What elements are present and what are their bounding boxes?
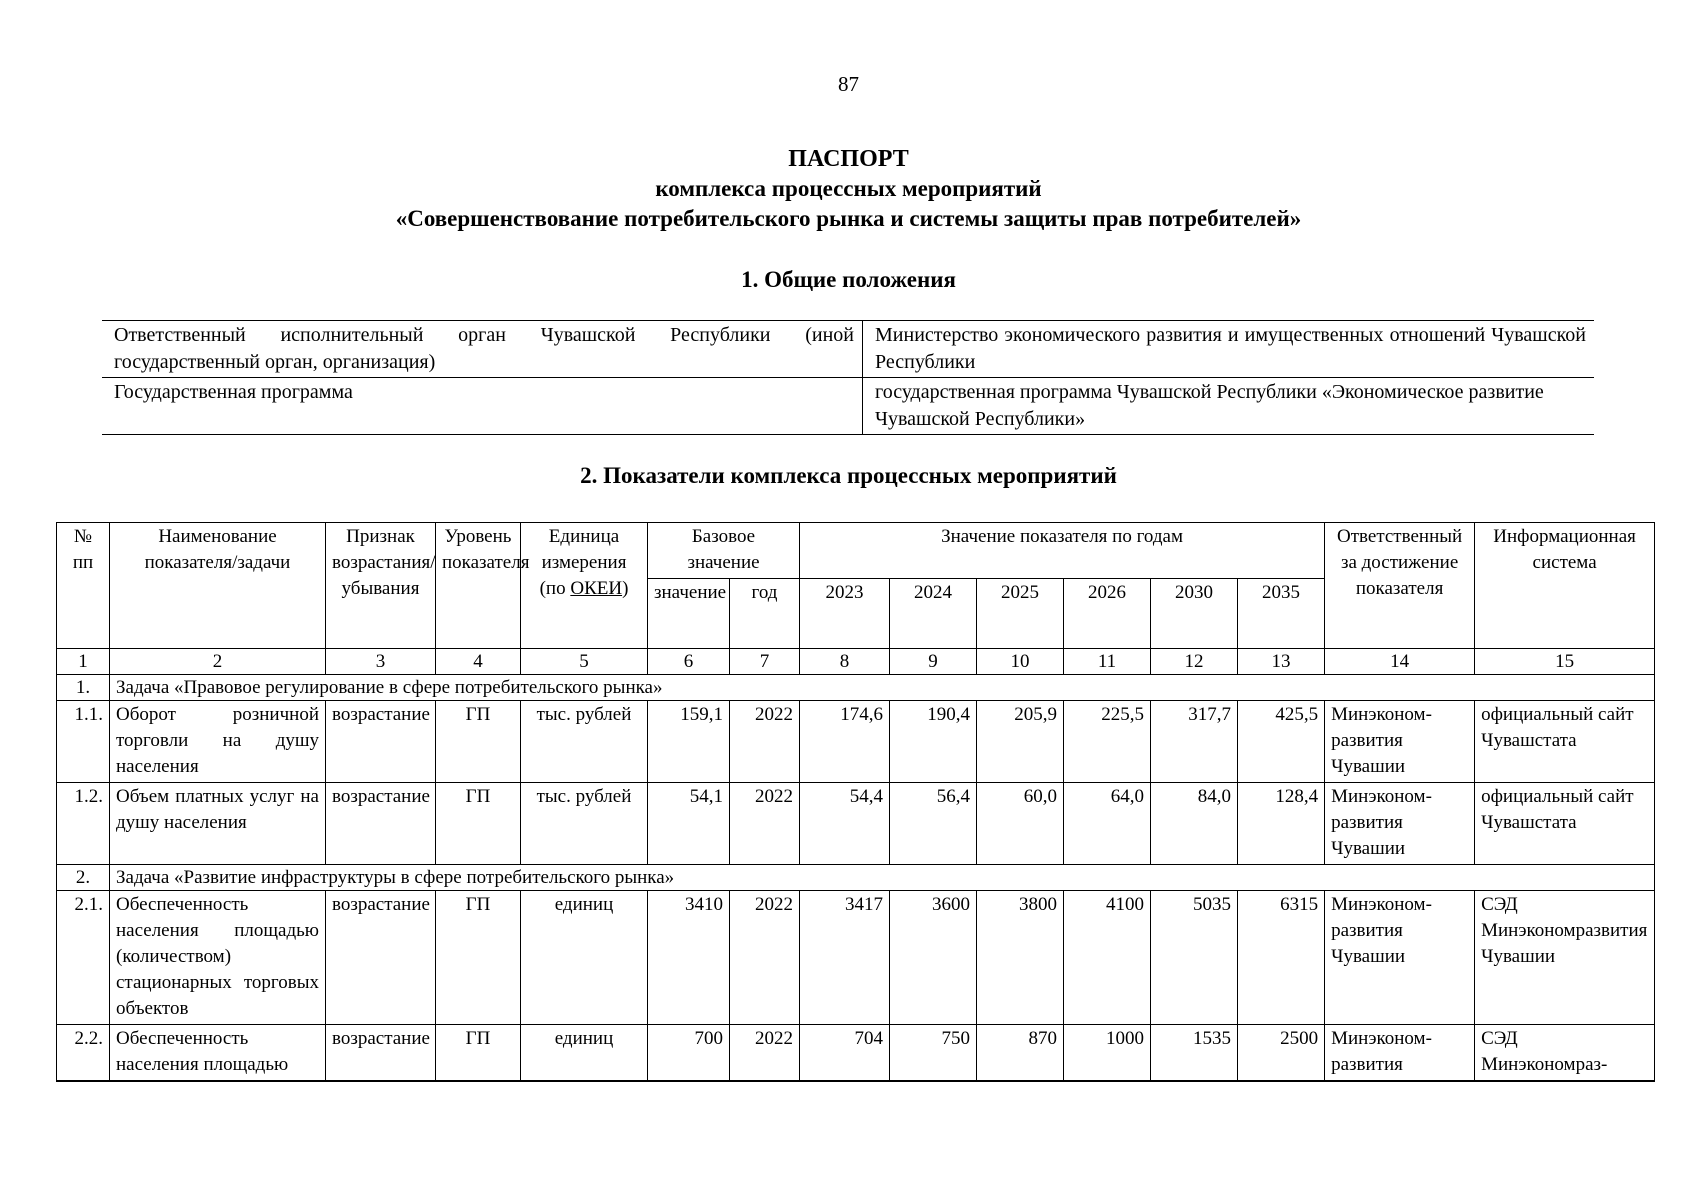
indicator-row bbox=[57, 701, 1655, 783]
indicator-value: 6315 bbox=[1238, 891, 1325, 1025]
indicator-value: 3800 bbox=[977, 891, 1064, 1025]
general-value: Министерство экономического развития и имущественных отношений Чувашской Республики bbox=[863, 321, 1595, 378]
column-number: 4 bbox=[436, 649, 521, 675]
indicator-value: 2500 bbox=[1238, 1025, 1325, 1082]
indicator-info-system: СЭД Минэкономраз- bbox=[1475, 1025, 1655, 1082]
indicator-value: 750 bbox=[890, 1025, 977, 1082]
task-title: Задача «Правовое регулирование в сфере потребительского рынка» bbox=[110, 675, 1655, 701]
col-header-level: Уровень показателя bbox=[436, 523, 521, 649]
indicators-table bbox=[56, 522, 1655, 1082]
indicator-row bbox=[57, 891, 1655, 1025]
title-line-2: комплекса процессных мероприятий bbox=[655, 176, 1042, 201]
table-row bbox=[102, 378, 1594, 435]
column-number: 7 bbox=[730, 649, 800, 675]
col-header-year: 2023 bbox=[800, 579, 890, 649]
indicator-trend: возрастание bbox=[326, 1025, 436, 1082]
table-row bbox=[102, 321, 1594, 378]
task-row bbox=[57, 675, 1655, 701]
indicator-unit: тыс. рублей bbox=[521, 783, 648, 865]
indicator-value: 174,6 bbox=[800, 701, 890, 783]
indicator-value: 3417 bbox=[800, 891, 890, 1025]
indicator-level: ГП bbox=[436, 891, 521, 1025]
indicator-value: 4100 bbox=[1064, 891, 1151, 1025]
column-number: 1 bbox=[57, 649, 110, 675]
title-line-1: ПАСПОРТ bbox=[788, 146, 909, 172]
indicator-base-year: 2022 bbox=[730, 1025, 800, 1082]
column-number-row bbox=[57, 649, 1655, 675]
unit-suffix: ) bbox=[622, 578, 629, 599]
indicator-info-system: официальный сайт Чувашстата bbox=[1475, 783, 1655, 865]
general-label: Государственная программа bbox=[102, 378, 863, 435]
col-header-base-year: год bbox=[730, 579, 800, 649]
indicator-value: 5035 bbox=[1151, 891, 1238, 1025]
indicator-value: 1535 bbox=[1151, 1025, 1238, 1082]
indicator-row bbox=[57, 1025, 1655, 1082]
col-header-year: 2026 bbox=[1064, 579, 1151, 649]
column-number: 6 bbox=[648, 649, 730, 675]
indicator-level: ГП bbox=[436, 701, 521, 783]
column-number: 3 bbox=[326, 649, 436, 675]
indicator-value: 317,7 bbox=[1151, 701, 1238, 783]
indicator-name: Объем платных услуг на душу населения bbox=[110, 783, 326, 865]
indicator-base-year: 2022 bbox=[730, 701, 800, 783]
col-header-base: Базовое значение bbox=[648, 523, 800, 579]
general-provisions-table bbox=[102, 320, 1594, 435]
task-number: 1. bbox=[57, 675, 110, 701]
indicator-base-year: 2022 bbox=[730, 891, 800, 1025]
task-number: 2. bbox=[57, 865, 110, 891]
col-header-no: № пп bbox=[57, 523, 110, 649]
column-number: 15 bbox=[1475, 649, 1655, 675]
indicator-value: 128,4 bbox=[1238, 783, 1325, 865]
indicator-base-value: 159,1 bbox=[648, 701, 730, 783]
indicator-unit: единиц bbox=[521, 1025, 648, 1082]
indicator-value: 60,0 bbox=[977, 783, 1064, 865]
task-title: Задача «Развитие инфраструктуры в сфере потребительского рынка» bbox=[110, 865, 1655, 891]
col-header-info-system: Информационная система bbox=[1475, 523, 1655, 649]
indicator-level: ГП bbox=[436, 1025, 521, 1082]
column-number: 11 bbox=[1064, 649, 1151, 675]
col-header-name: Наименование показателя/задачи bbox=[110, 523, 326, 649]
indicator-trend: возрастание bbox=[326, 891, 436, 1025]
indicator-responsible: Минэконом-развития Чувашии bbox=[1325, 701, 1475, 783]
indicator-number: 1.2. bbox=[57, 783, 110, 865]
column-number: 13 bbox=[1238, 649, 1325, 675]
indicator-value: 704 bbox=[800, 1025, 890, 1082]
column-number: 5 bbox=[521, 649, 648, 675]
indicator-responsible: Минэконом-развития Чувашии bbox=[1325, 783, 1475, 865]
indicator-name: Оборот розничной торговли на душу населения bbox=[110, 701, 326, 783]
col-header-responsible: Ответственный за достижение показателя bbox=[1325, 523, 1475, 649]
general-value: государственная программа Чувашской Республики «Экономическое развитие Чувашской Республики» bbox=[863, 378, 1595, 435]
indicator-info-system: официальный сайт Чувашстата bbox=[1475, 701, 1655, 783]
indicator-number: 2.1. bbox=[57, 891, 110, 1025]
unit-prefix: Единица измерения (по bbox=[539, 526, 627, 599]
indicator-name: Обеспеченность населения площадью (количеством) стационарных торговых объектов bbox=[110, 891, 326, 1025]
title-line-3: «Совершенствование потребительского рынка и системы защиты прав потребителей» bbox=[395, 206, 1302, 231]
col-header-year: 2035 bbox=[1238, 579, 1325, 649]
indicator-info-system: СЭД Минэкономразвития Чувашии bbox=[1475, 891, 1655, 1025]
col-header-year: 2025 bbox=[977, 579, 1064, 649]
column-number: 8 bbox=[800, 649, 890, 675]
page-number: 87 bbox=[838, 72, 859, 96]
col-header-trend: Признак возрастания/ убывания bbox=[326, 523, 436, 649]
section-1-heading: 1. Общие положения bbox=[741, 267, 956, 292]
indicator-level: ГП bbox=[436, 783, 521, 865]
indicator-base-value: 3410 bbox=[648, 891, 730, 1025]
indicator-number: 2.2. bbox=[57, 1025, 110, 1082]
indicator-base-value: 54,1 bbox=[648, 783, 730, 865]
indicator-value: 425,5 bbox=[1238, 701, 1325, 783]
indicator-value: 205,9 bbox=[977, 701, 1064, 783]
indicator-value: 1000 bbox=[1064, 1025, 1151, 1082]
indicator-value: 870 bbox=[977, 1025, 1064, 1082]
indicator-value: 190,4 bbox=[890, 701, 977, 783]
indicator-value: 56,4 bbox=[890, 783, 977, 865]
indicator-value: 84,0 bbox=[1151, 783, 1238, 865]
header-row bbox=[57, 523, 1655, 579]
indicator-value: 64,0 bbox=[1064, 783, 1151, 865]
col-header-year: 2024 bbox=[890, 579, 977, 649]
indicator-value: 54,4 bbox=[800, 783, 890, 865]
indicator-unit: тыс. рублей bbox=[521, 701, 648, 783]
indicator-responsible: Минэконом-развития Чувашии bbox=[1325, 891, 1475, 1025]
indicator-name: Обеспеченность населения площадью bbox=[110, 1025, 326, 1082]
indicator-unit: единиц bbox=[521, 891, 648, 1025]
col-header-by-years: Значение показателя по годам bbox=[800, 523, 1325, 579]
indicator-value: 3600 bbox=[890, 891, 977, 1025]
indicator-responsible: Минэконом-развития bbox=[1325, 1025, 1475, 1082]
col-header-year: 2030 bbox=[1151, 579, 1238, 649]
col-header-unit bbox=[521, 523, 648, 649]
column-number: 10 bbox=[977, 649, 1064, 675]
indicator-base-year: 2022 bbox=[730, 783, 800, 865]
general-label: Ответственный исполнительный орган Чувашской Республики (иной государственный орган, организация) bbox=[102, 321, 863, 378]
indicator-trend: возрастание bbox=[326, 783, 436, 865]
col-header-base-value: значение bbox=[648, 579, 730, 649]
task-row bbox=[57, 865, 1655, 891]
section-2-heading: 2. Показатели комплекса процессных мероприятий bbox=[580, 463, 1117, 488]
indicator-number: 1.1. bbox=[57, 701, 110, 783]
indicator-value: 225,5 bbox=[1064, 701, 1151, 783]
column-number: 2 bbox=[110, 649, 326, 675]
indicator-base-value: 700 bbox=[648, 1025, 730, 1082]
document-title bbox=[0, 144, 1697, 234]
column-number: 12 bbox=[1151, 649, 1238, 675]
indicator-row bbox=[57, 783, 1655, 865]
column-number: 14 bbox=[1325, 649, 1475, 675]
indicator-trend: возрастание bbox=[326, 701, 436, 783]
okei-link: ОКЕИ bbox=[570, 578, 623, 599]
column-number: 9 bbox=[890, 649, 977, 675]
